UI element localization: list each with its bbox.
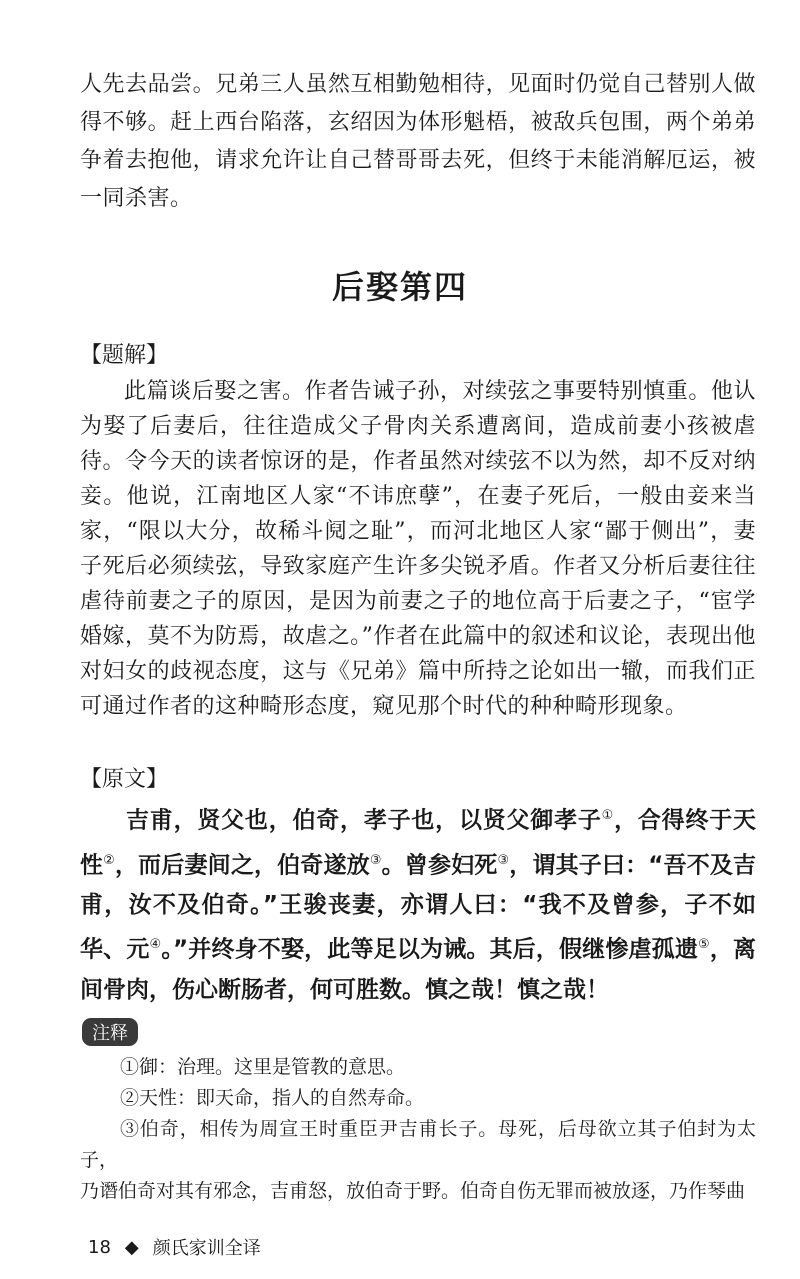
note-item-continued: 乃谮伯奇对其有邪念，吉甫怒，放伯奇于野。伯奇自伤无罪而被放逐，乃作琴曲 <box>80 1180 746 1202</box>
footnote-marker: ③ <box>497 852 510 868</box>
intro-paragraph: 此篇谈后娶之害。作者告诫子孙，对续弦之事要特别慎重。他认为娶了后妻后，往往造成父子骨肉关系遭离间，造成前妻小孩被虐待。令今天的读者惊讶的是，作者虽然对续弦不以为然，却不反对纳妾。他说，江南地区人家“不讳庶孽”，在妻子死后，一般由妾来当家，“限以大分，故稀斗阋之耻”，而河北地区人家“鄙于侧出”，妻子死后必须续弦，导致家庭产生许多尖锐矛盾。作者又分析后妻往往虐待前妻之子的原因，是因为前妻之子的地位高于后妻之子，“宦学婚嫁，莫不为防焉，故虐之。”作者在此篇中的叙述和议论，表现出他对妇女的歧视态度，这与《兄弟》篇中所持之论如出一辙，而我们正可通过作者的这种畸形态度，窥见那个时代的种种畸形现象。 <box>80 379 756 719</box>
chapter-title: 后娶第四 <box>331 268 468 306</box>
notes-label-badge: 注释 <box>82 1018 138 1046</box>
footnote-marker: ② <box>103 852 115 868</box>
note-item: ③伯奇，相传为周宣王时重臣尹吉甫长子。母死，后母欲立其子伯封为太子， <box>80 1118 756 1171</box>
page-footer <box>88 1234 261 1260</box>
original-segment: 。”并终身不娶，此等足以为诫。其后，假继惨虐孤遗 <box>161 936 699 963</box>
original-segment: 。曾参妇死 <box>381 852 498 879</box>
original-text <box>80 796 756 1010</box>
original-segment: ，谓其子曰：“吾不及吉甫，汝不及伯奇。”王骏丧妻，亦谓人曰：“我不及曾参，子不如华、元 <box>80 852 757 963</box>
note-item: ②天性：即天命，指人的自然寿命。 <box>120 1087 425 1109</box>
book-title: 颜氏家训全译 <box>152 1238 261 1259</box>
note-item: ①御：治理。这里是管教的意思。 <box>120 1056 406 1078</box>
footnote-marker: ③ <box>369 852 382 868</box>
original-segment: ，合得终于天性 <box>80 807 757 879</box>
tijie-label: 【题解】 <box>80 343 169 368</box>
footnote-marker: ① <box>601 808 615 823</box>
notes-list <box>80 1052 756 1207</box>
yuanwen-label: 【原文】 <box>80 767 169 792</box>
original-segment: 吉甫，贤父也，伯奇，孝子也，以贤父御孝子 <box>126 807 602 834</box>
original-segment: ，离间骨肉，伤心断肠者，何可胜数。慎之哉！慎之哉！ <box>80 936 757 1003</box>
page-number: 18 <box>88 1236 111 1258</box>
footnote-marker: ⑤ <box>698 937 710 953</box>
diamond-icon: ◆ <box>124 1236 139 1258</box>
original-segment: ，而后妻间之，伯奇遂放 <box>115 852 370 879</box>
top-paragraph: 人先去品尝。兄弟三人虽然互相勤勉相待，见面时仍觉自己替别人做得不够。赶上西台陷落，玄绍因为体形魁梧，被敌兵包围，两个弟弟争着去抱他，请求允许让自己替哥哥去死，但终于未能消解厄运，被一同杀害。 <box>80 72 756 211</box>
footnote-marker: ④ <box>149 937 162 953</box>
